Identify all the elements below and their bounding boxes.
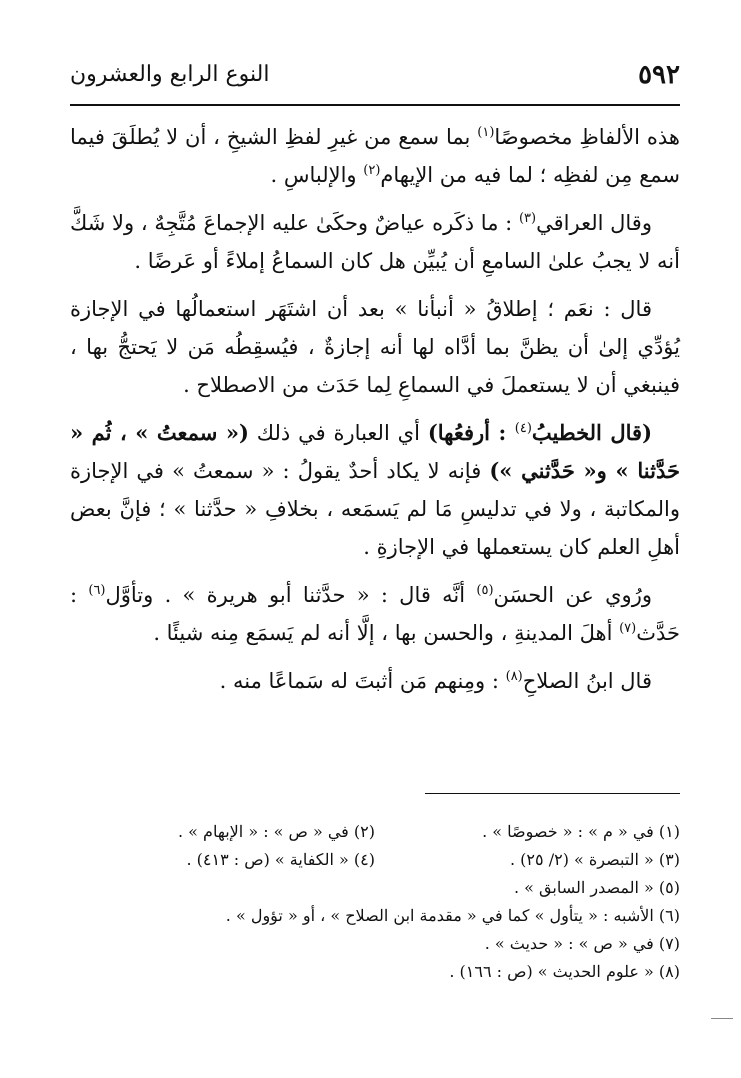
chapter-title: النوع الرابع والعشرون <box>70 62 270 87</box>
footnote-7: (٧) في « ص » : « حديث » . <box>484 934 680 953</box>
footnote-row <box>70 846 680 874</box>
footnote-6: (٦) الأشبه : « يتأول » كما في « مقدمة ابن الصلاح » ، أو « تؤول » . <box>225 906 680 925</box>
footnote-row <box>70 818 680 846</box>
footnote-5: (٥) « المصدر السابق » . <box>513 878 680 897</box>
text-run: أهلَ المدينةِ ، والحسن بها ، إلَّا أنه لم يَسمَع مِنه شيئًا . <box>153 621 620 645</box>
text-run: فإنه لا يكاد أحدٌ يقولُ : « سمعتُ » في الإجازة والمكاتبة ، ولا في تدليسِ مَا لم يَسمَعه ، بخلافِ « حدَّثنا » ؛ فإنَّ بعض أهلِ العلم كان يستعملها في الإجازةِ . <box>70 459 680 559</box>
paragraph-1 <box>70 118 680 194</box>
header-divider <box>70 104 680 106</box>
footnote-4: (٤) « الكفاية » (ص : ٤١٣) . <box>186 850 375 869</box>
text-run: بما سمع من غيرِ لفظِ الشيخِ ، أن لا يُطلَقَ فيما سمع مِن لفظِه ؛ لما فيه من الإيهام <box>70 125 680 187</box>
paragraph-4 <box>70 414 680 566</box>
text-run: : حَدَّث <box>70 583 680 645</box>
footnote-8: (٨) « علوم الحديث » (ص : ١٦٦) . <box>449 962 680 981</box>
text-run: ورُوي عن الحسَن <box>493 583 652 607</box>
text-run: أنَّه قال : « حدَّثنا أبو هريرة » . وتأوَّل <box>105 583 477 607</box>
scan-edge-mark <box>711 1018 733 1019</box>
paragraph-3: قال : نعَم ؛ إطلاقُ « أنبأنا » بعد أن اشتَهَر استعمالُها في الإجازة يُؤدِّي إلىٰ أن يظنَّ بما أدَّاه لها أنه إجازةٌ ، فيُسقِطُه مَن لا يَحتجُّ بها ، فينبغي أن لا يستعملَ في السماعِ لِما حَدَث من الاصطلاح . <box>70 297 680 397</box>
footnote-ref-2: (٢) <box>363 163 381 178</box>
footnotes <box>70 818 680 986</box>
text-run: وقال العراقي <box>536 211 652 235</box>
footnote-divider <box>425 793 680 794</box>
footnote-ref-5: (٥) <box>476 583 494 598</box>
footnote-3: (٣) « التبصرة » (٢/ ٢٥) . <box>510 850 680 869</box>
running-header <box>70 58 680 98</box>
footnote-ref-4: (٤) <box>514 421 532 436</box>
text-run: : ومِنهم مَن أثبتَ له سَماعًا منه . <box>219 669 506 693</box>
page-number: ٥٩٢ <box>638 60 680 90</box>
footnote-2: (٢) في « ص » : « الإبهام » . <box>178 822 375 841</box>
footnote-ref-3: (٣) <box>518 211 537 226</box>
footnote-ref-8: (٨) <box>505 669 523 684</box>
footnote-ref-7: (٧) <box>619 621 637 636</box>
footnote-ref-1: (١) <box>477 125 495 140</box>
text-run: هذه الألفاظِ مخصوصًا <box>494 125 680 149</box>
paragraph-2 <box>70 204 680 280</box>
footnote-ref-6: (٦) <box>88 583 106 598</box>
main-text <box>70 118 680 710</box>
text-run: : ما ذكَره عياضٌ وحكَىٰ عليه الإجماعَ مُتَّجِهٌ ، ولا شَكَّ أنه لا يجبُ علىٰ السامعِ أن يُبيِّن هل كان السماعُ إملاءً أو عَرضًا . <box>70 211 680 273</box>
bold-run: (« سمعتُ » ، ثُم « حَدَّثنا » و« حَدَّثني ») <box>70 420 680 483</box>
paragraph-5 <box>70 576 680 652</box>
footnote-1: (١) في « م » : « خصوصًا » . <box>482 822 680 841</box>
text-run: والإلباسِ . <box>270 163 364 187</box>
text-run: قال ابنُ الصلاحِ <box>522 669 652 693</box>
bold-run: : أرفعُها) <box>427 420 515 445</box>
bold-run: (قال الخطيبُ <box>531 420 653 445</box>
paragraph-6 <box>70 662 680 700</box>
text-run: أي العبارة في ذلك <box>248 421 428 445</box>
